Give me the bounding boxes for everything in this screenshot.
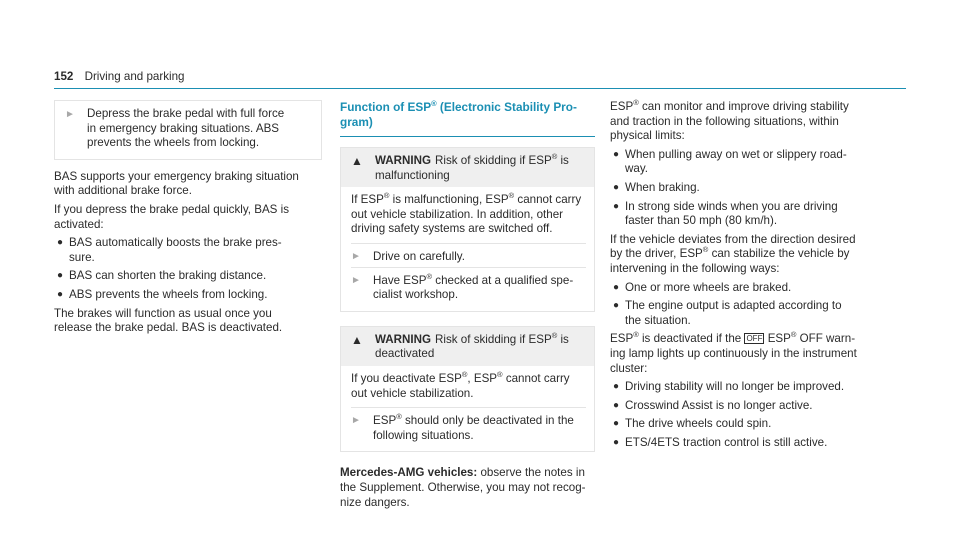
list-item: ● When pulling away on wet or slippery road- way. — [610, 148, 880, 177]
list-item: ● BAS can shorten the braking distance. — [54, 269, 322, 284]
brakes-paragraph: The brakes will function as usual once you release the brake pedal. BAS is deactivated. — [54, 306, 283, 335]
section-title: Function of ESP® (Electronic Stability Pro- gram) — [340, 100, 595, 137]
list-item: ● When braking. — [610, 181, 880, 196]
bullet-icon: ● — [613, 148, 620, 160]
step-arrow-icon: ► — [351, 274, 361, 286]
step-arrow-icon: ► — [65, 109, 75, 120]
warning-header: ▲ WARNING Risk of skidding if ESP® is deactivated — [341, 327, 594, 366]
bas-paragraph: BAS supports your emergency braking situation with additional brake force. — [54, 169, 299, 198]
list-item: ● ETS/4ETS traction control is still active. — [610, 436, 880, 451]
step-arrow-icon: ► — [351, 415, 361, 427]
bas-activation-paragraph: If you depress the brake pedal quickly, BAS is activated: — [54, 202, 290, 231]
bullet-icon: ● — [57, 270, 64, 282]
column-3 — [610, 100, 880, 454]
list-item: ● One or more wheels are braked. — [610, 281, 880, 296]
bas-bullet-list — [54, 236, 322, 302]
bullet-icon: ● — [613, 381, 620, 393]
warning-step: ► ESP® should only be deactivated in the following situations. — [351, 407, 586, 443]
brake-step-box — [54, 100, 322, 160]
bullet-icon: ● — [613, 436, 620, 448]
column-1 — [54, 100, 322, 340]
warning-step: ► Have ESP® checked at a qualified spe- cialist workshop. — [351, 267, 586, 303]
bullet-icon: ● — [613, 399, 620, 411]
list-item: ● In strong side winds when you are driving faster than 50 mph (80 km/h). — [610, 200, 880, 229]
warning-body: If ESP® is malfunctioning, ESP® cannot carry out vehicle stabilization. In addition, other driving safety systems are switched off. ► Drive on carefully. ► Have ESP® checked at a qualified spe- cialist workshop. — [341, 187, 594, 311]
bullet-icon: ● — [613, 181, 620, 193]
esp-off-paragraph: ESP® is deactivated if the OFF ESP® OFF warn- ing lamp lights up continuously in the instrument cluster: — [610, 330, 857, 375]
bullet-icon: ● — [613, 300, 620, 312]
bullet-icon: ● — [613, 200, 620, 212]
page-number: 152 — [54, 70, 74, 83]
column-2 — [340, 100, 595, 514]
list-item: ● Crosswind Assist is no longer active. — [610, 399, 880, 414]
list-item: ● The engine output is adapted according to the situation. — [610, 299, 880, 328]
chapter-title: Driving and parking — [84, 70, 185, 83]
step-arrow-icon: ► — [351, 250, 361, 262]
warning-header: ▲ WARNING Risk of skidding if ESP® is malfunctioning — [341, 148, 594, 187]
bullet-icon: ● — [57, 288, 64, 300]
intervention-list — [610, 281, 880, 329]
amg-paragraph: Mercedes-AMG vehicles: observe the notes in the Supplement. Otherwise, you may not recog- nize dangers. — [340, 466, 586, 509]
warning-box-deactivated — [340, 326, 595, 453]
bullet-icon: ● — [613, 281, 620, 293]
warning-icon: ▲ — [351, 332, 363, 347]
warning-icon: ▲ — [351, 154, 363, 168]
esp-off-lamp-icon: OFF — [746, 334, 763, 344]
list-item: ● BAS automatically boosts the brake pres- sure. — [54, 236, 322, 265]
esp-monitor-paragraph: ESP® can monitor and improve driving stability and traction in the following situations, within physical limits: — [610, 98, 849, 143]
deviation-paragraph: If the vehicle deviates from the direction desired by the driver, ESP® can stabilize the vehicle by intervening in the following ways: — [610, 232, 856, 275]
list-item: ● The drive wheels could spin. — [610, 417, 880, 432]
warning-step: ► Drive on carefully. — [351, 243, 586, 265]
esp-off-consequences-list — [610, 380, 880, 450]
page-header — [54, 70, 184, 85]
bullet-icon: ● — [613, 418, 620, 430]
warning-body: If you deactivate ESP®, ESP® cannot carry out vehicle stabilization. ► ESP® should only be deactivated in the following situations. — [341, 366, 594, 451]
header-rule — [54, 88, 906, 89]
list-item: ● Driving stability will no longer be improved. — [610, 380, 880, 395]
bullet-icon: ● — [57, 237, 64, 249]
warning-box-malfunction — [340, 147, 595, 312]
brake-step-text: Depress the brake pedal with full force in emergency braking situations. ABS prevents the wheels from locking. — [87, 107, 285, 150]
situations-list — [610, 148, 880, 229]
list-item: ● ABS prevents the wheels from locking. — [54, 288, 322, 303]
